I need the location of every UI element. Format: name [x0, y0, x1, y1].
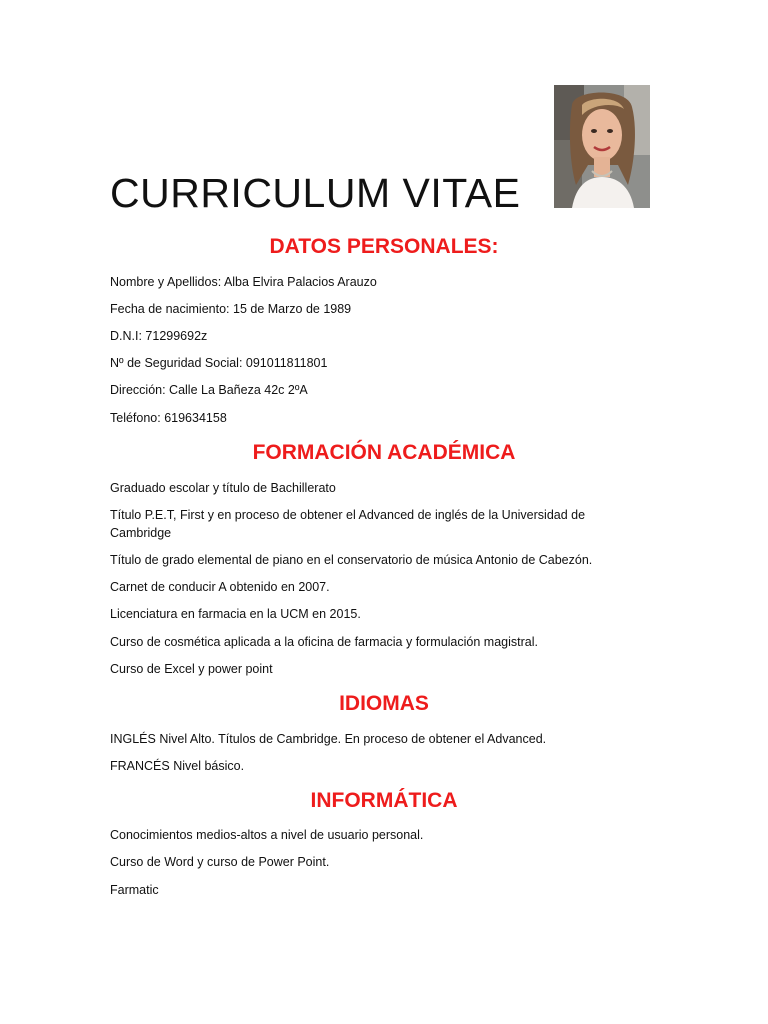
computing-item: Farmatic [110, 883, 159, 897]
personal-address: Dirección: Calle La Bañeza 42c 2ºA [110, 383, 308, 397]
profile-photo [554, 85, 650, 208]
personal-social-security: Nº de Seguridad Social: 091011811801 [110, 356, 328, 370]
education-item: Carnet de conducir A obtenido en 2007. [110, 580, 330, 594]
heading-education: FORMACIÓN ACADÉMICA [252, 441, 516, 464]
education-item: Licenciatura en farmacia en la UCM en 2015. [110, 607, 361, 621]
profile-photo-image [554, 85, 650, 208]
education-item: Graduado escolar y título de Bachillerato [110, 481, 336, 495]
education-item: Curso de Excel y power point [110, 662, 273, 676]
personal-dni: D.N.I: 71299692z [110, 329, 208, 343]
personal-name: Nombre y Apellidos: Alba Elvira Palacios Arauzo [110, 275, 377, 289]
education-item: Título de grado elemental de piano en el conservatorio de música Antonio de Cabezón. [110, 553, 593, 567]
education-item: Curso de cosmética aplicada a la oficina de farmacia y formulación magistral. [110, 635, 538, 649]
computing-item: Curso de Word y curso de Power Point. [110, 855, 330, 869]
heading-computing: INFORMÁTICA [310, 789, 458, 812]
heading-personal-data: DATOS PERSONALES: [269, 235, 499, 258]
education-item: Título P.E.T, First y en proceso de obtener el Advanced de inglés de la Universidad de Cambridge [110, 508, 586, 540]
personal-phone: Teléfono: 619634158 [110, 411, 227, 425]
personal-birthdate: Fecha de nacimiento: 15 de Marzo de 1989 [110, 302, 352, 316]
language-item: INGLÉS Nivel Alto. Títulos de Cambridge. En proceso de obtener el Advanced. [110, 732, 547, 746]
computing-item: Conocimientos medios-altos a nivel de usuario personal. [110, 828, 424, 842]
document-title: CURRICULUM VITAE [110, 170, 521, 216]
language-item: FRANCÉS Nivel básico. [110, 759, 245, 773]
heading-languages: IDIOMAS [339, 692, 429, 715]
